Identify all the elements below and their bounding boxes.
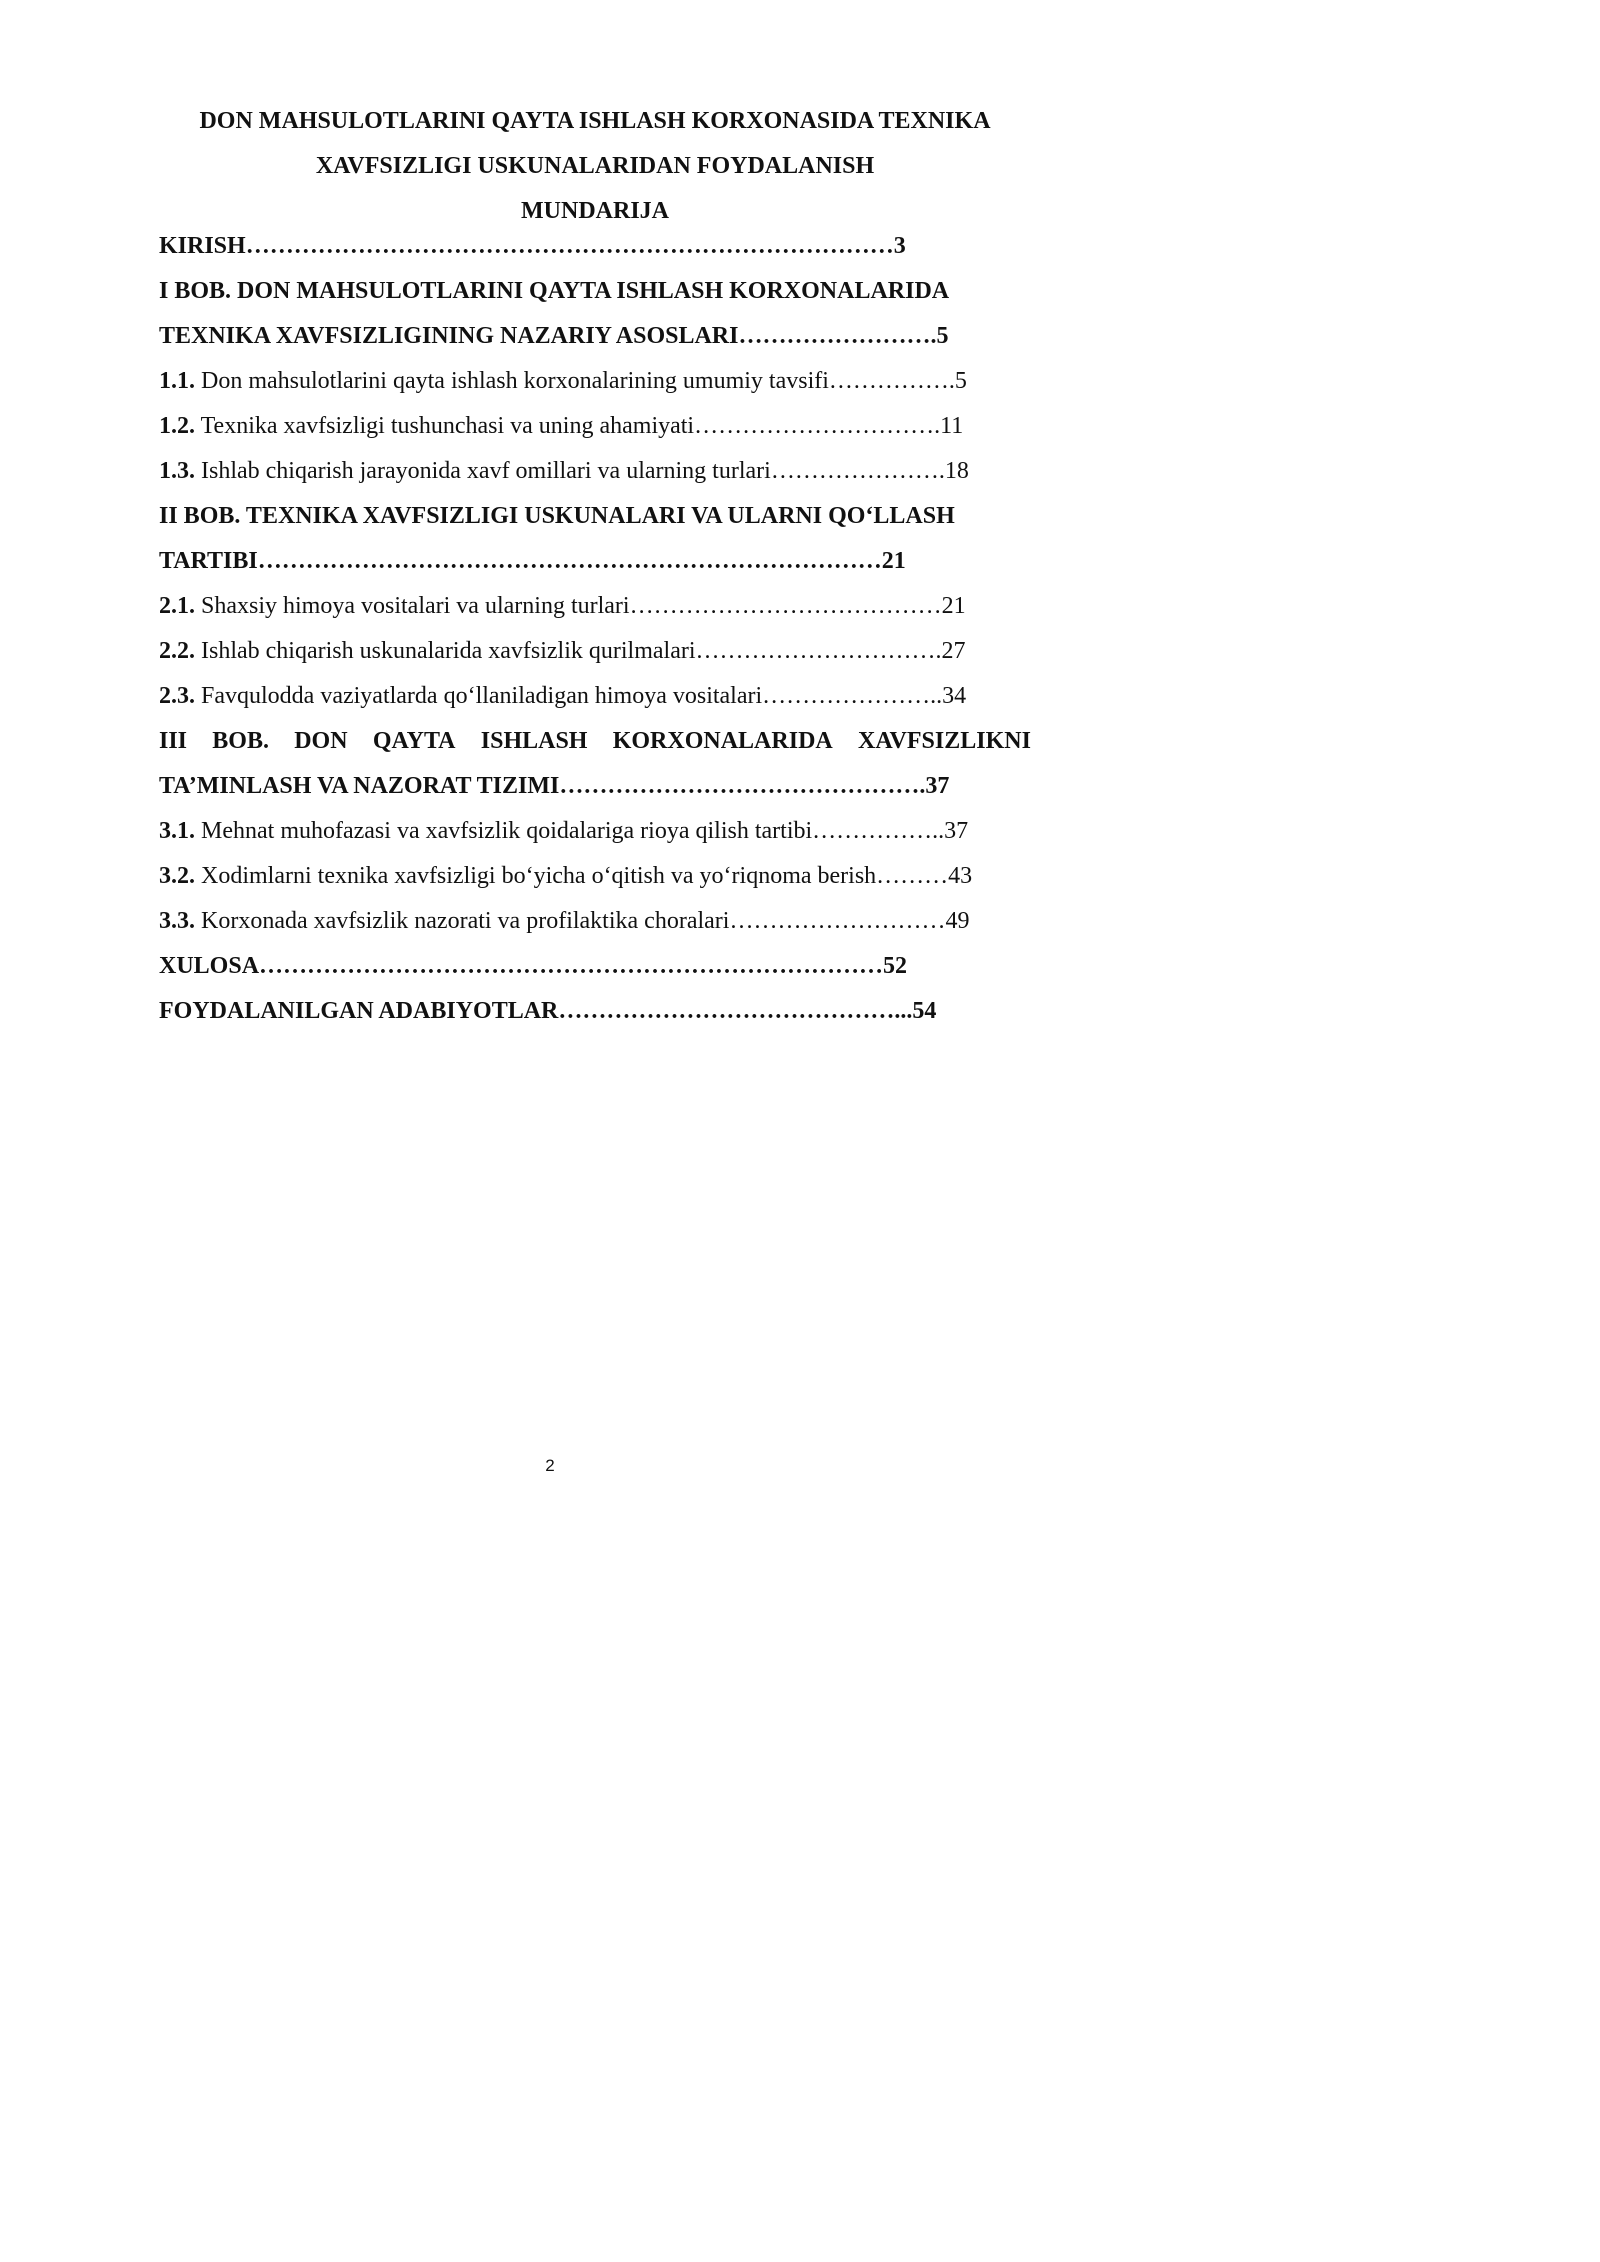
document-title-line-2: XAVFSIZLIGI USKUNALARIDAN FOYDALANISH <box>315 153 875 179</box>
section-title: Ishlab chiqarish jarayonida xavf omillari va ularning turlari………………….18 <box>195 458 969 484</box>
section-number: 3.1. <box>159 818 195 844</box>
toc-chapter-3-line-1 <box>159 726 1031 756</box>
toc-chapter-2-line-2: TARTIBI……………………………………………………………………21 <box>159 548 906 574</box>
toc-chapter-1-line-1: I BOB. DON MAHSULOTLARINI QAYTA ISHLASH KORXONALARIDA <box>159 278 950 304</box>
page-number: 2 <box>545 1456 555 1475</box>
toc-entry-3-2 <box>159 861 1031 891</box>
chapter-word: DON <box>294 728 348 754</box>
section-number: 1.3. <box>159 458 195 484</box>
toc-entry-3-3 <box>159 906 1031 936</box>
section-title: Texnika xavfsizligi tushunchasi va uning ahamiyati………………………….11 <box>195 413 964 439</box>
toc-chapter-3-line-2: TA’MINLASH VA NAZORAT TIZIMI……………………………………….37 <box>159 773 950 799</box>
section-number: 1.2. <box>159 413 195 439</box>
chapter-word: BOB. <box>212 728 269 754</box>
toc-entry-adabiyotlar: FOYDALANILGAN ADABIYOTLAR……………………………………...54 <box>159 998 937 1024</box>
section-title: Korxonada xavfsizlik nazorati va profilaktika choralari………………………49 <box>195 908 970 934</box>
toc-entry-2-2 <box>159 636 1031 666</box>
document-title-line-1: DON MAHSULOTLARINI QAYTA ISHLASH KORXONASIDA TEXNIKA <box>199 108 991 134</box>
section-title: Favqulodda vaziyatlarda qo‘llaniladigan himoya vositalari…………………..34 <box>195 683 967 709</box>
chapter-word: III <box>159 728 188 754</box>
chapter-word: KORXONALARIDA <box>612 728 833 754</box>
section-title: Shaxsiy himoya vositalari va ularning turlari…………………………………21 <box>195 593 966 619</box>
toc-entry-3-1 <box>159 816 1031 846</box>
chapter-word: XAVFSIZLIKNI <box>857 728 1031 754</box>
toc-heading: MUNDARIJA <box>521 198 669 224</box>
toc-entry-xulosa: XULOSA……………………………………………………………………52 <box>159 953 908 979</box>
section-number: 2.1. <box>159 593 195 619</box>
section-title: Mehnat muhofazasi va xavfsizlik qoidalariga rioya qilish tartibi……………..37 <box>195 818 969 844</box>
section-number: 2.2. <box>159 638 195 664</box>
chapter-word: ISHLASH <box>480 728 588 754</box>
section-number: 3.3. <box>159 908 195 934</box>
toc-entry-1-1 <box>159 366 1031 396</box>
toc-entry-2-1 <box>159 591 1031 621</box>
section-number: 3.2. <box>159 863 195 889</box>
toc-entry-kirish: KIRISH………………………………………………………………………3 <box>159 233 906 259</box>
section-number: 1.1. <box>159 368 195 394</box>
toc-entry-1-2 <box>159 411 1031 441</box>
toc-entry-2-3 <box>159 681 1031 711</box>
toc-chapter-2-line-1: II BOB. TEXNIKA XAVFSIZLIGI USKUNALARI VA ULARNI QO‘LLASH <box>159 503 955 529</box>
section-title: Don mahsulotlarini qayta ishlash korxonalarining umumiy tavsifi…………….5 <box>195 368 967 394</box>
toc-entry-1-3 <box>159 456 1031 486</box>
toc-chapter-1-line-2: TEXNIKA XAVFSIZLIGINING NAZARIY ASOSLARI…………………….5 <box>159 323 949 349</box>
section-title: Xodimlarni texnika xavfsizligi bo‘yicha o‘qitish va yo‘riqnoma berish………43 <box>195 863 973 889</box>
chapter-word: QAYTA <box>372 728 456 754</box>
document-page <box>0 0 1100 1555</box>
section-title: Ishlab chiqarish uskunalarida xavfsizlik qurilmalari………………………….27 <box>195 638 966 664</box>
section-number: 2.3. <box>159 683 195 709</box>
